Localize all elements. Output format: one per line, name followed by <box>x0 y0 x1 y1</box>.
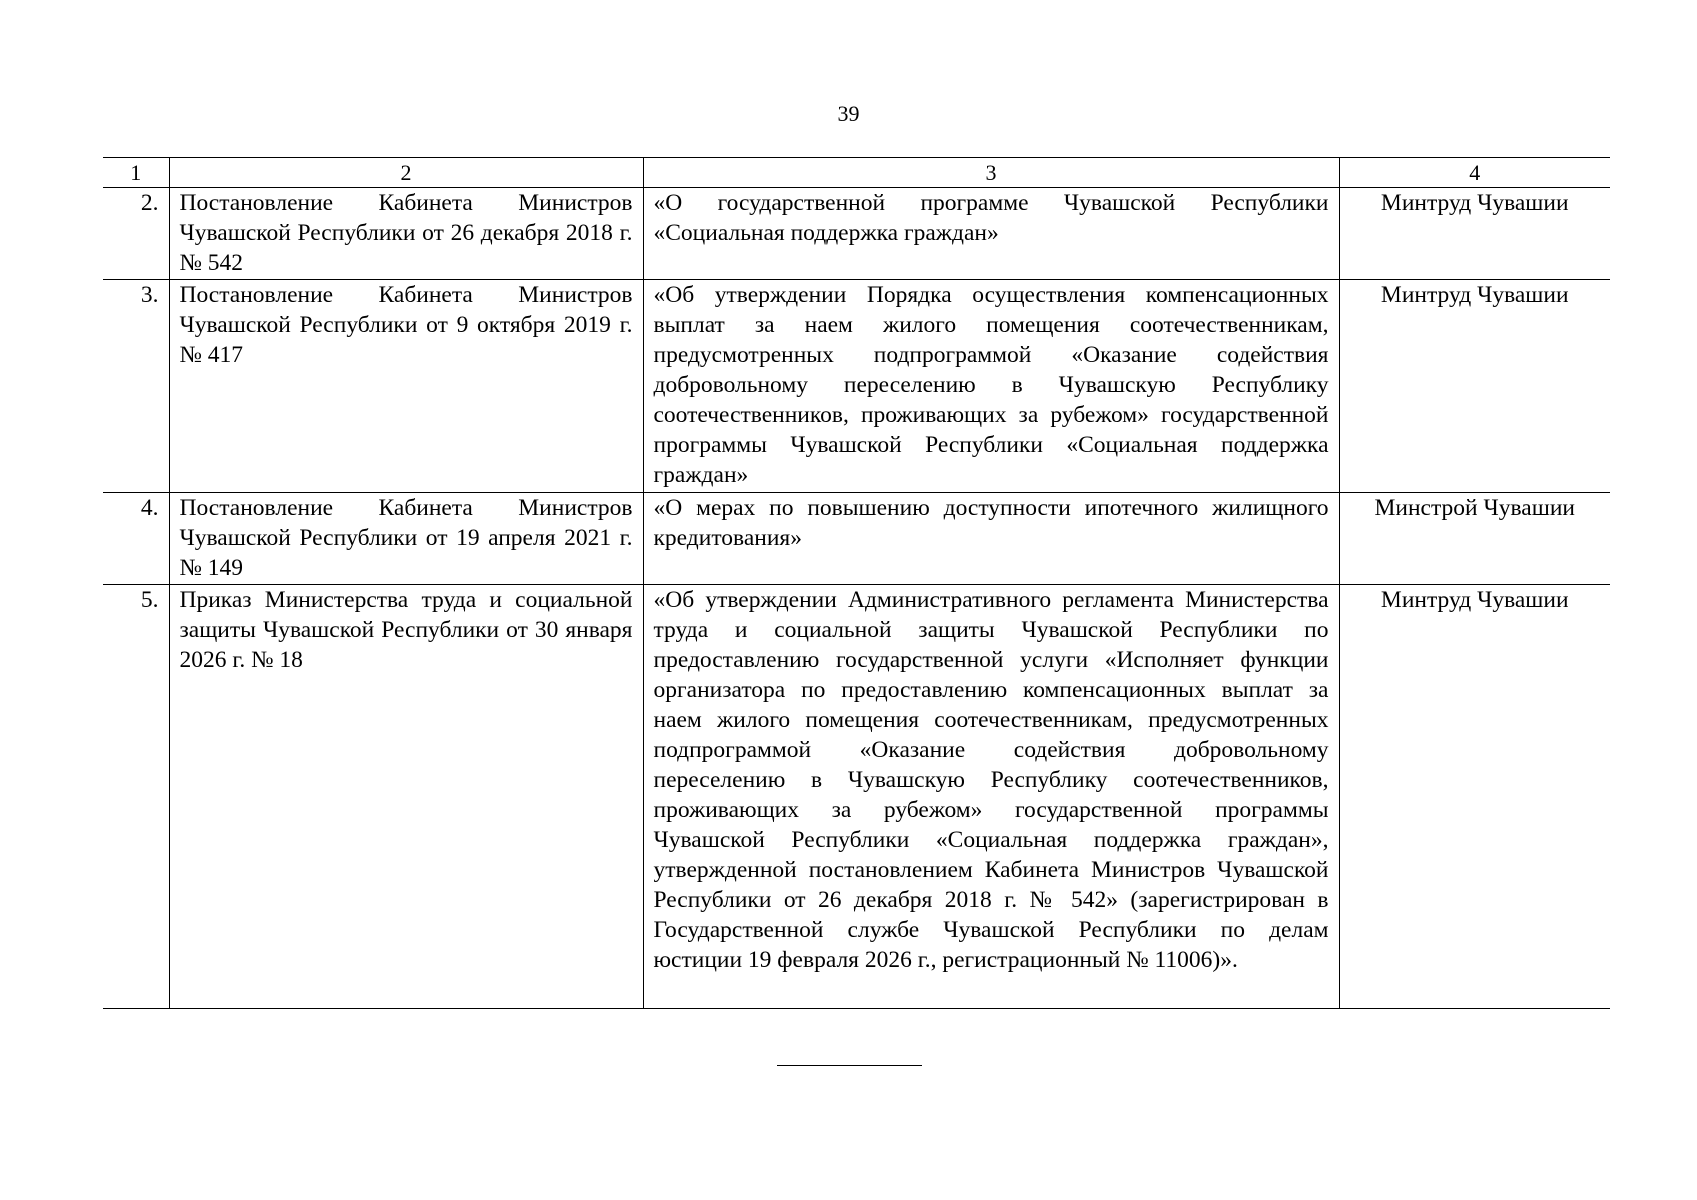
document-title: «Об утверждении Порядка осуществления компенсационных выплат за наем жилого помещения соотечественникам, предусмотренных подпрограммой «Оказание содействия добровольному переселению в Чувашскую Республику соотечественников, проживающих за рубежом» государственной программы Чувашской Республики «Социальная поддержка граждан» <box>643 280 1339 493</box>
document-title: «О государственной программе Чувашской Республики «Социальная поддержка граждан» <box>643 188 1339 280</box>
row-number: 4. <box>103 493 169 585</box>
table-row <box>103 280 1610 493</box>
column-header-1: 1 <box>103 158 169 188</box>
document-title: «Об утверждении Административного регламента Министерства труда и социальной защиты Чувашской Республики по предоставлению государственной услуги «Исполняет функции организатора по предоставлению компенсационных выплат за наем жилого помещения соотечественникам, предусмотренных подпрограммой «Оказание содействия добровольному переселению в Чувашскую Республику соотечественников, проживающих за рубежом» государственной программы Чувашской Республики «Социальная поддержка граждан», утвержденной постановлением Кабинета Министров Чувашской Республики от 26 декабря 2018 г. № 542» (зарегистрирован в Государственной службе Чувашской Республики по делам юстиции 19 февраля 2026 г., регистрационный № 11006)». <box>643 585 1339 1009</box>
executor: Минтруд Чувашии <box>1339 585 1610 1009</box>
table-row <box>103 585 1610 1009</box>
executor: Минтруд Чувашии <box>1339 280 1610 493</box>
row-number: 5. <box>103 585 169 1009</box>
document-reference: Постановление Кабинета Министров Чувашской Республики от 26 декабря 2018 г. № 542 <box>169 188 643 280</box>
table-row <box>103 493 1610 585</box>
row-number: 2. <box>103 188 169 280</box>
column-header-4: 4 <box>1339 158 1610 188</box>
page-number: 39 <box>837 101 860 126</box>
executor: Минтруд Чувашии <box>1339 188 1610 280</box>
executor: Минстрой Чувашии <box>1339 493 1610 585</box>
document-reference: Постановление Кабинета Министров Чувашской Республики от 19 апреля 2021 г. № 149 <box>169 493 643 585</box>
column-header-3: 3 <box>643 158 1339 188</box>
table-header-row <box>103 158 1610 188</box>
table-row <box>103 188 1610 280</box>
row-number: 3. <box>103 280 169 493</box>
end-separator-line <box>777 1065 922 1066</box>
document-reference: Постановление Кабинета Министров Чувашской Республики от 9 октября 2019 г. № 417 <box>169 280 643 493</box>
column-header-2: 2 <box>169 158 643 188</box>
document-reference: Приказ Министерства труда и социальной защиты Чувашской Республики от 30 января 2026 г. № 18 <box>169 585 643 1009</box>
documents-table <box>103 157 1610 1009</box>
document-title: «О мерах по повышению доступности ипотечного жилищного кредитования» <box>643 493 1339 585</box>
